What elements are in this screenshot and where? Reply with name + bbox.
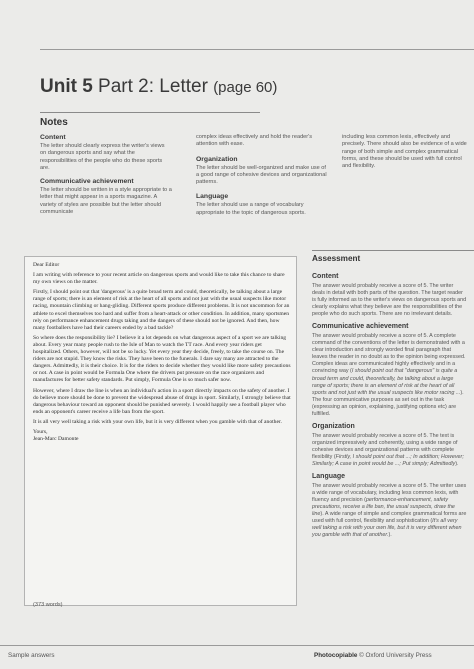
- notes-org-heading: Organization: [196, 155, 238, 163]
- notes-lang-text: The letter should use a range of vocabulary appropriate to the topic of dangerous sports.: [196, 202, 306, 216]
- footer-label: Sample answers: [8, 652, 55, 659]
- title-part: Part 2: Letter: [92, 76, 214, 97]
- footer-copyright: [314, 652, 432, 659]
- notes-column-1: [40, 130, 172, 216]
- assess-lang-text-1: The answer would probably receive a score of 5. The writer uses a wide range of vocabulary, including less common lexis, with fluency and precision (: [312, 483, 467, 504]
- letter-closing: Yours,: [33, 428, 48, 435]
- notes-content-text: The letter should clearly express the writer's views on dangerous sports and say what the responsibilities of the people who do these sports are.: [40, 143, 165, 171]
- notes-org-text: The letter should be well-organized and make use of a good range of cohesive devices and organizational patterns.: [196, 164, 327, 186]
- page-title: [40, 76, 277, 98]
- letter-paragraph-3: So where does the responsibility lie? I believe it a lot depends on what dangerous aspect of a sport we are talking about. Every year many people rush to the Isle of Man to watch the TT race. And every year riders get hospitalized. Others, however, will not be so lucky. Yet every year they decide, freely, to take the course on. The riders are not stupid. They know the risks. They have been to the funerals. I dare say many are attracted to the dangers. Admittedly, it is their choice. It is for the riders to decide whether they would like more safety precautions or not. A case in point would be Formula One where the drivers put pressure on the race organizers and manufactures for better safety standards. Put simply, Formula One is so much safer now.: [33, 334, 291, 384]
- assess-org-paragraph: [312, 433, 467, 468]
- assess-ca-text-1: The answer would probably receive a score of 5. A complete command of the conventions of the letter is demonstrated with a clear introduction and strongly worded final paragraph that leaves the reader in no doubt as to the opinion being expressed. Complex ideas are communicated highly effectively and in a convincing way (: [312, 333, 466, 375]
- footer-divider: [0, 645, 474, 646]
- assessment-heading: Assessment: [312, 254, 361, 263]
- assessment-column: [312, 268, 467, 539]
- assess-org-heading: Organization: [312, 422, 355, 430]
- assess-content-heading: Content: [312, 273, 339, 280]
- notes-column-2: [196, 134, 328, 217]
- title-page-ref: (page 60): [213, 79, 278, 96]
- assess-ca-example: I should point out that "dangerous" is quite a broad term and could, theoretically, be talking about a large range of sports; there is an element of risk at the heart of all sports and not just with the usual suspects like motor racing ...: [312, 368, 461, 396]
- word-count: (373 words): [33, 602, 63, 608]
- top-divider: [40, 49, 474, 50]
- assess-lang-text-3: ).: [388, 532, 392, 539]
- letter-signature: Jean-Marc Damonte: [33, 436, 79, 443]
- letter-paragraph-4: However, where I draw the line is when an individual's action in a sport directly impacts on the safety of another. I do believe more should be done to prevent the widespread abuse of drugs in sport. Similarly, I strongly believe that dangerous behaviour toward an opponent should be punished severely. I would happily see a football player who ends an opponent's career receive a life ban from the sport.: [33, 387, 291, 415]
- sample-letter-box: [24, 256, 297, 606]
- assess-content-text: The answer would probably receive a score of 5. The writer deals in detail with both parts of the question. The target reader is fully informed as to the writer's views on dangerous sports and clearly explains what they believe are the responsibilities of the people who do such sports. There are no irrelevant details.: [312, 283, 467, 318]
- footer-publisher: © Oxford University Press: [357, 652, 432, 659]
- notes-lang-cont-text: including less common lexis, effectively and precisely. There should also be evidence of a wide range of both simple and complex grammatical forms, and these should be used with full control and flexibility.: [342, 134, 467, 170]
- assessment-divider: [312, 250, 474, 251]
- assess-ca-text-2: ). The four communicative purposes as set out in the task (expressing an opinion, explaining, justifying options etc) are fulfilled.: [312, 389, 464, 417]
- letter-paragraph-2: Firstly, I should point out that 'dangerous' is a quite broad term and could, theoretically, be talking about a large range of sports; there is an element of risk at the heart of all sports and not just with the usual suspects like motor racing, mountain climbing or hang-gliding. Different sports produce different problems. It is not uncommon for an athlete to excel themselves too hard and suffer from a heart-attack or other condition. In addition, many sportsmen rely on performance enhancement drugs taking and the dangers of these should not be ignored. And then, how many footballers have had their careers ended by a bad tackle?: [33, 289, 290, 331]
- notes-divider: [40, 112, 260, 113]
- title-unit: Unit 5: [40, 76, 93, 97]
- notes-ca-cont-text: complex ideas effectively and hold the reader's attention with ease.: [196, 134, 313, 148]
- notes-heading: Notes: [40, 117, 68, 128]
- assess-org-text-2: ).: [455, 460, 459, 467]
- notes-lang-heading: Language: [196, 193, 229, 201]
- letter-paragraph-5: It is all very well taking a risk with your own life, but it is very different when you gamble with that of another.: [33, 418, 282, 425]
- assess-lang-paragraph: [312, 483, 467, 539]
- assess-lang-text-2: ). A wide range of simple and complex grammatical forms are used with full control, flexibility and sophistication (: [312, 511, 467, 525]
- letter-paragraph-1: I am writing with reference to your recent article on dangerous sports and would like to take this chance to share my own views on the matter.: [33, 272, 285, 286]
- footer-photocopiable: Photocopiable: [314, 652, 358, 659]
- assess-ca-heading: Communicative achievement: [312, 323, 409, 331]
- sample-letter: [33, 262, 291, 446]
- notes-column-3: [342, 134, 470, 170]
- assess-org-text-1: The answer would probably receive a score of 5. The text is organized impressively and coherently, using a wide range of cohesive devices and organizational patterns with complete flexibility (: [312, 432, 458, 460]
- letter-salutation: Dear Editor: [33, 262, 60, 268]
- notes-ca-text: The letter should be written in a style appropriate to a letter that might appear in a sports magazine. A variety of styles are possible but the letter should communicate: [40, 187, 172, 216]
- notes-ca-heading: Communicative achievement: [40, 178, 134, 186]
- assess-org-examples: Firstly, I should point out that ...; In addition; However; Similarly; A case in point would be ...; Put simply; Admittedly: [312, 453, 464, 467]
- assess-ca-paragraph: [312, 333, 467, 418]
- assess-lang-heading: Language: [312, 473, 346, 481]
- assess-lang-examples-2: It's all very well taking a risk with your own life, but it is very different when you gamble with that of another.: [312, 518, 462, 539]
- assess-lang-examples-1: performance-enhancement, safety precautions, receive a life ban, the usual suspects, draw the line: [312, 497, 455, 518]
- notes-content-heading: Content: [40, 134, 66, 141]
